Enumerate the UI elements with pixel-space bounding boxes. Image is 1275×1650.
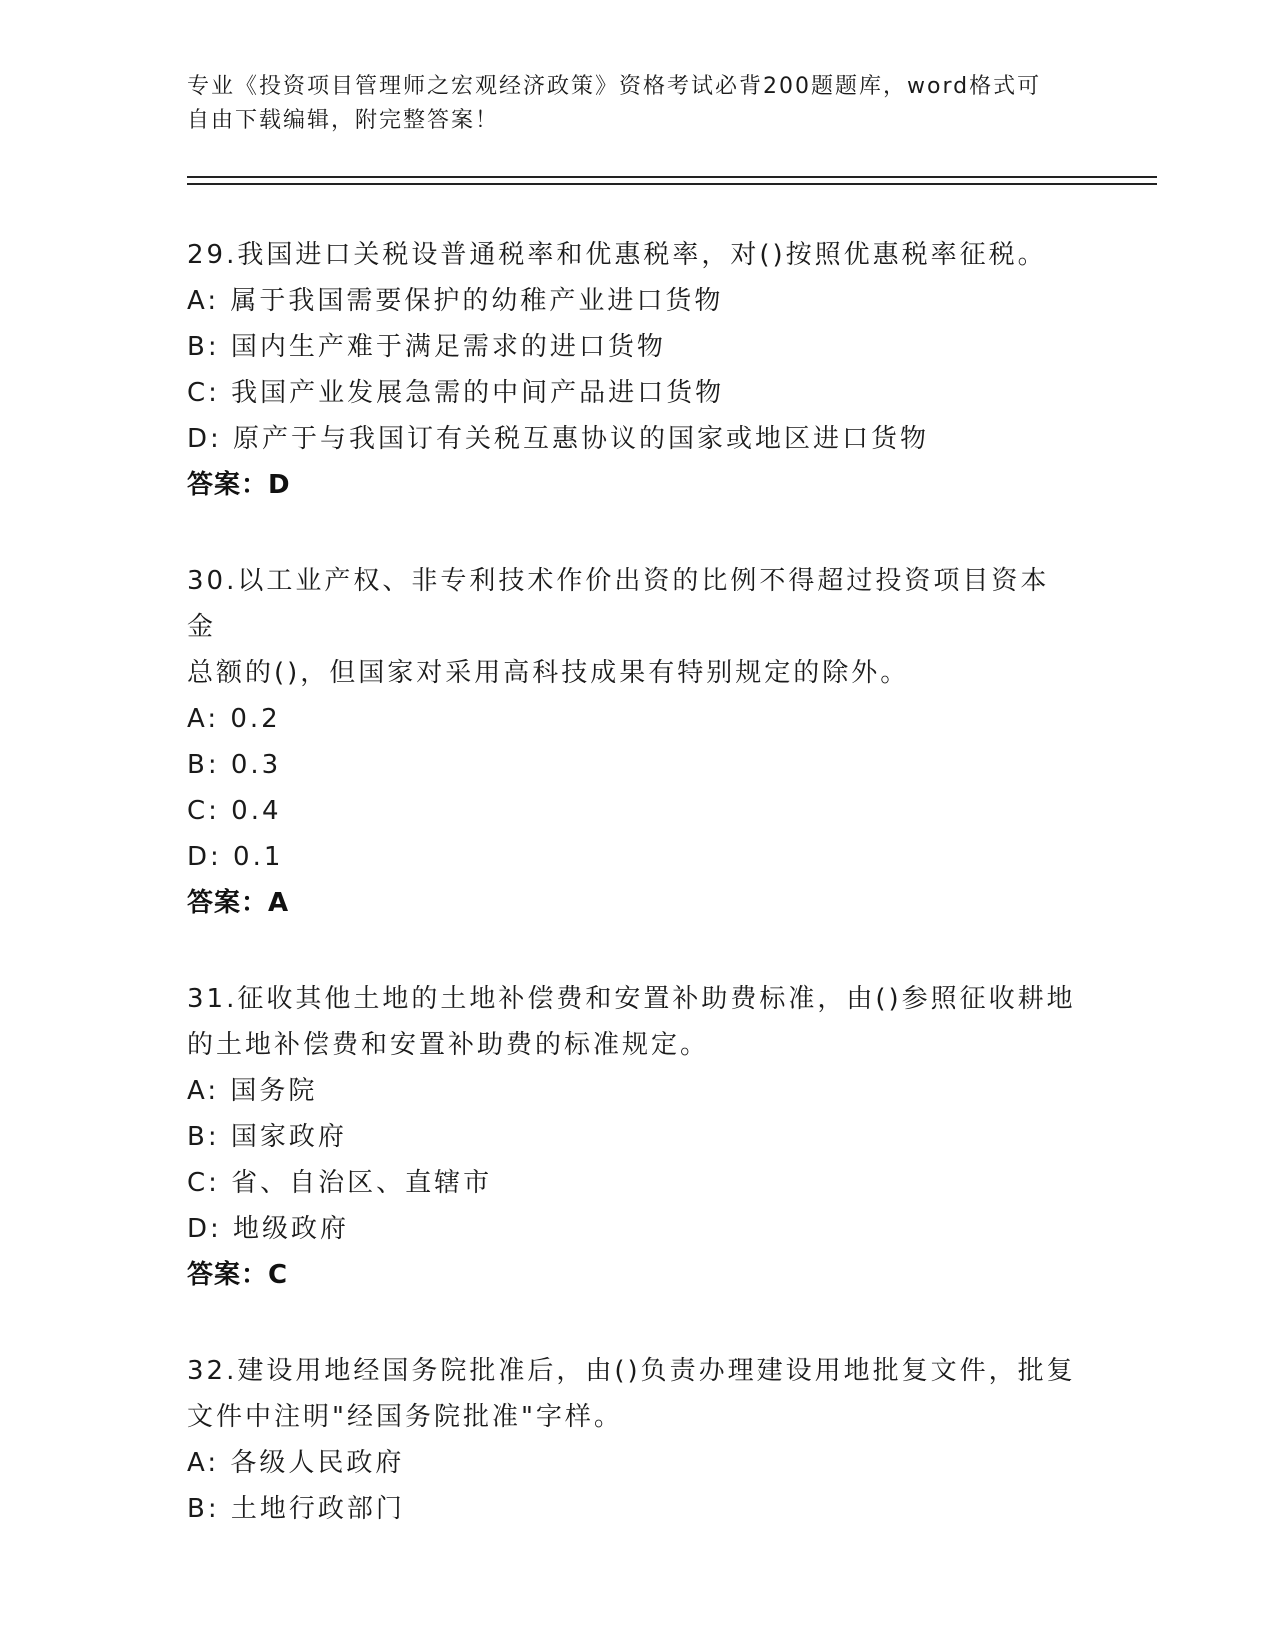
stem-line: 29.我国进口关税设普通税率和优惠税率，对()按照优惠税率征税。 (187, 240, 1047, 270)
option-a: A: 0.2 (187, 704, 281, 734)
answer: 答案：A (187, 888, 290, 918)
option-a: A: 各级人民政府 (187, 1448, 405, 1478)
question-32 (187, 1348, 1077, 1532)
option-c: C: 省、自治区、直辖市 (187, 1168, 493, 1198)
option-d: D: 地级政府 (187, 1214, 350, 1244)
header-line-2: 自由下载编辑，附完整答案！ (187, 108, 500, 133)
question-stem (187, 1348, 1077, 1440)
header-divider-top (187, 176, 1157, 178)
document-header (187, 70, 1087, 138)
question-list (187, 232, 1077, 1582)
question-stem (187, 558, 1077, 696)
option-d: D: 0.1 (187, 842, 284, 872)
option-b: B: 国家政府 (187, 1122, 347, 1152)
question-29 (187, 232, 1077, 508)
answer: 答案：C (187, 1260, 289, 1290)
question-31 (187, 976, 1077, 1298)
question-stem (187, 976, 1077, 1068)
option-c: C: 0.4 (187, 796, 282, 826)
question-stem (187, 232, 1077, 278)
stem-line: 的土地补偿费和安置补助费的标准规定。 (187, 1030, 710, 1060)
stem-line: 文件中注明"经国务院批准"字样。 (187, 1402, 623, 1432)
stem-line: 总额的()，但国家对采用高科技成果有特别规定的除外。 (187, 658, 910, 688)
stem-line: 32.建设用地经国务院批准后，由()负责办理建设用地批复文件，批复 (187, 1356, 1076, 1386)
option-c: C: 我国产业发展急需的中间产品进口货物 (187, 378, 725, 408)
option-a: A: 国务院 (187, 1076, 318, 1106)
option-a: A: 属于我国需要保护的幼稚产业进口货物 (187, 286, 724, 316)
header-divider-bottom (187, 183, 1157, 185)
option-b: B: 0.3 (187, 750, 282, 780)
option-b: B: 国内生产难于满足需求的进口货物 (187, 332, 666, 362)
option-b: B: 土地行政部门 (187, 1494, 405, 1524)
header-line-1: 专业《投资项目管理师之宏观经济政策》资格考试必背200题题库，word格式可 (187, 74, 1042, 99)
question-30 (187, 558, 1077, 926)
stem-line: 30.以工业产权、非专利技术作价出资的比例不得超过投资项目资本金 (187, 566, 1050, 642)
option-d: D: 原产于与我国订有关税互惠协议的国家或地区进口货物 (187, 424, 930, 454)
stem-line: 31.征收其他土地的土地补偿费和安置补助费标准，由()参照征收耕地 (187, 984, 1076, 1014)
answer: 答案：D (187, 470, 291, 500)
